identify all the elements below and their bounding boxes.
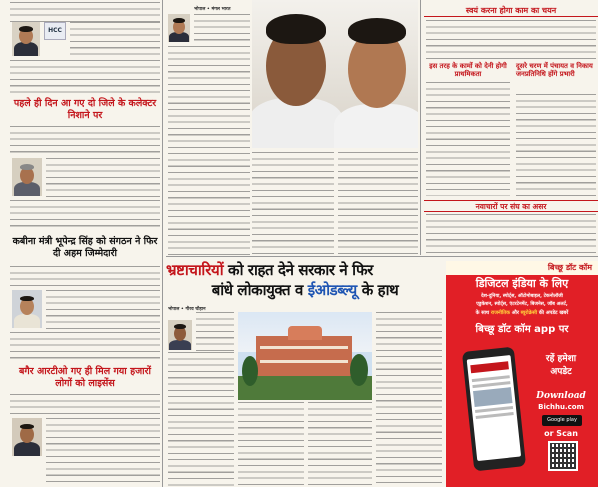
ad-app-line: बिच्छू डॉट कॉम app पर [475,324,569,335]
person-photo [12,158,42,196]
mid-text-column [166,0,250,255]
ad-or-scan: or Scan [544,429,578,438]
reporter-photo [168,14,190,42]
second-phase-headline: दूसरे चरण में पंचायत व निकाय जनप्रतिनिधि होंगे प्रभारी [516,62,593,78]
ad-download: Download [536,391,586,401]
ad-site[interactable]: Bichhu.com [538,403,584,411]
left-column [0,0,160,487]
ad-line-2: देश-दुनिया, स्पोर्ट्स, ऑटोमोबाइल, टेकनोलॉजी [481,294,563,299]
ad-brand: बिच्छू डॉट कॉम [446,261,598,275]
headline-license: बगैर आरटीओ गए ही मिल गया हजारों लोगों को लाइसेंस [19,366,151,389]
reporter-photo-2 [168,320,192,350]
google-play-button[interactable]: Google play [542,415,582,426]
logo-icon: HCC [44,22,66,40]
ad-line-3: एडुकेशन, स्पोर्ट्स, एंटरटेनमेंट, बिजनेस, जॉब अलर्ट, [476,302,568,307]
headline-minister: कबीना मंत्री भूपेन्द्र सिंह को संगठन ने फिर दी अहम जिम्मेदारी [12,236,158,259]
right-top-section [424,0,598,255]
phone-icon [462,347,526,472]
ad-side-2: अपडेट [550,367,572,377]
bichhu-advertisement[interactable] [446,261,598,487]
ad-line-4: के साथ राजनीतिक और ब्यूरोक्रेसी की अपडेट खबरें [475,310,569,316]
top-byline: भोपाल • मंगल भारत [194,7,231,12]
headline-collectors: पहले ही दिन आ गए दो जिले के कलेक्टर निशाने पर [13,98,157,121]
main-byline: भोपाल • गौरव चौहान [168,307,206,312]
sangh-strip: नवाचारों पर संघ का असर [475,202,547,211]
leaders-portrait [252,0,418,148]
lokayukta-building-photo [238,312,372,400]
banner-headline: स्वयं करना होगा काम का चयन [465,6,557,15]
main-headline: भ्रष्टाचारियों को राहत देने सरकार ने फिर बांधे लोकायुक्त व ईओडब्ल्यू के हाथ [166,261,399,299]
ad-line-1: डिजिटल इंडिया के लिए [475,277,569,290]
ad-side-1: रहें हमेशा [545,354,577,364]
official-photo [12,22,40,56]
qr-code-icon[interactable] [548,441,578,471]
minister-photo [12,290,42,328]
rto-officer-photo [12,418,42,456]
priority-headline: इस तरह के कामों को देनी होगी प्राथमिकता [429,62,507,78]
